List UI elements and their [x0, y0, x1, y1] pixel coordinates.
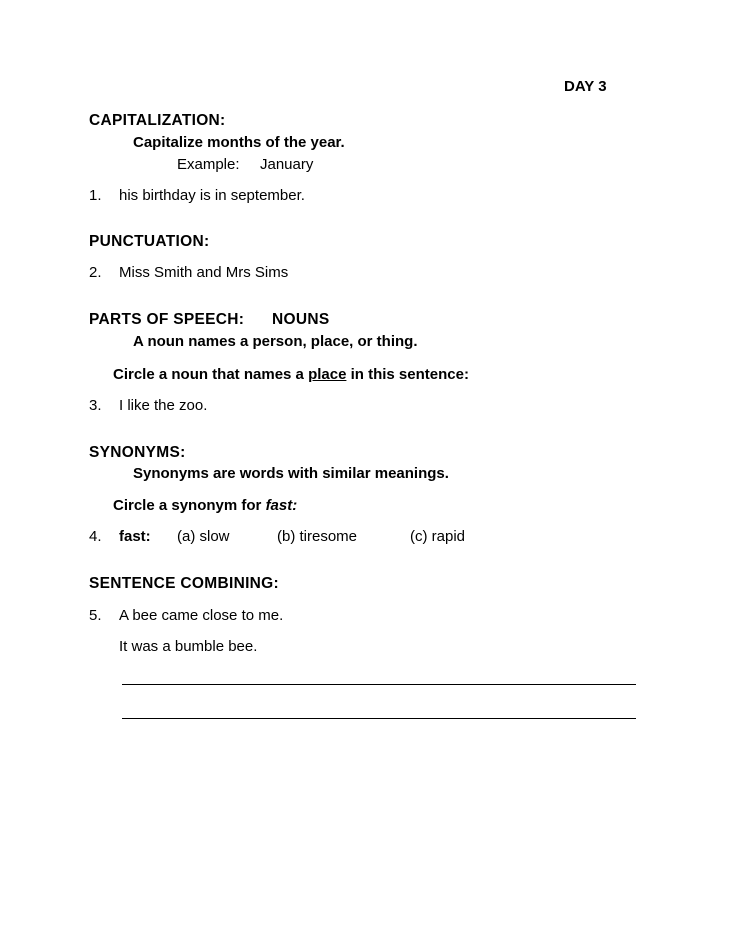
- noun-rule: A noun names a person, place, or thing.: [133, 333, 418, 350]
- synonym-instruction-text: Circle a synonym for: [113, 497, 266, 514]
- example-value: January: [260, 156, 314, 173]
- item-text-3: I like the zoo.: [119, 397, 208, 414]
- parts-of-speech-heading: PARTS OF SPEECH:: [89, 311, 245, 328]
- item-text-2: Miss Smith and Mrs Sims: [119, 264, 289, 281]
- option-a: (a) slow: [177, 528, 230, 545]
- noun-instruction-after: in this sentence:: [346, 366, 469, 383]
- item-number-4: 4.: [89, 528, 102, 545]
- example-label: Example:: [177, 156, 240, 173]
- noun-instruction-before: Circle a noun that names a: [113, 366, 309, 383]
- answer-line-1: [122, 684, 636, 685]
- option-c: (c) rapid: [410, 528, 466, 545]
- item-word-4: fast:: [119, 528, 151, 545]
- noun-instruction-underlined: place: [308, 366, 347, 383]
- item-number-5: 5.: [89, 607, 102, 624]
- synonym-instruction-word: fast:: [265, 497, 298, 514]
- item-number-2: 2.: [89, 264, 102, 281]
- sentence-1: A bee came close to me.: [119, 607, 284, 624]
- item-number-3: 3.: [89, 397, 102, 414]
- synonyms-heading: SYNONYMS:: [89, 444, 186, 461]
- option-b: (b) tiresome: [277, 528, 358, 545]
- item-text-1: his birthday is in september.: [119, 187, 305, 204]
- capitalization-heading: CAPITALIZATION:: [89, 112, 226, 129]
- parts-of-speech-topic: NOUNS: [272, 311, 330, 328]
- item-number-1: 1.: [89, 187, 102, 204]
- noun-instruction: [113, 366, 469, 383]
- punctuation-heading: PUNCTUATION:: [89, 233, 210, 250]
- synonyms-rule: Synonyms are words with similar meanings.: [133, 465, 449, 482]
- sentence-combining-heading: SENTENCE COMBINING:: [89, 575, 279, 592]
- day-label: DAY 3: [564, 78, 607, 95]
- sentence-2: It was a bumble bee.: [119, 638, 258, 655]
- capitalization-rule: Capitalize months of the year.: [133, 134, 345, 151]
- answer-line-2: [122, 718, 636, 719]
- synonym-instruction: [113, 497, 297, 514]
